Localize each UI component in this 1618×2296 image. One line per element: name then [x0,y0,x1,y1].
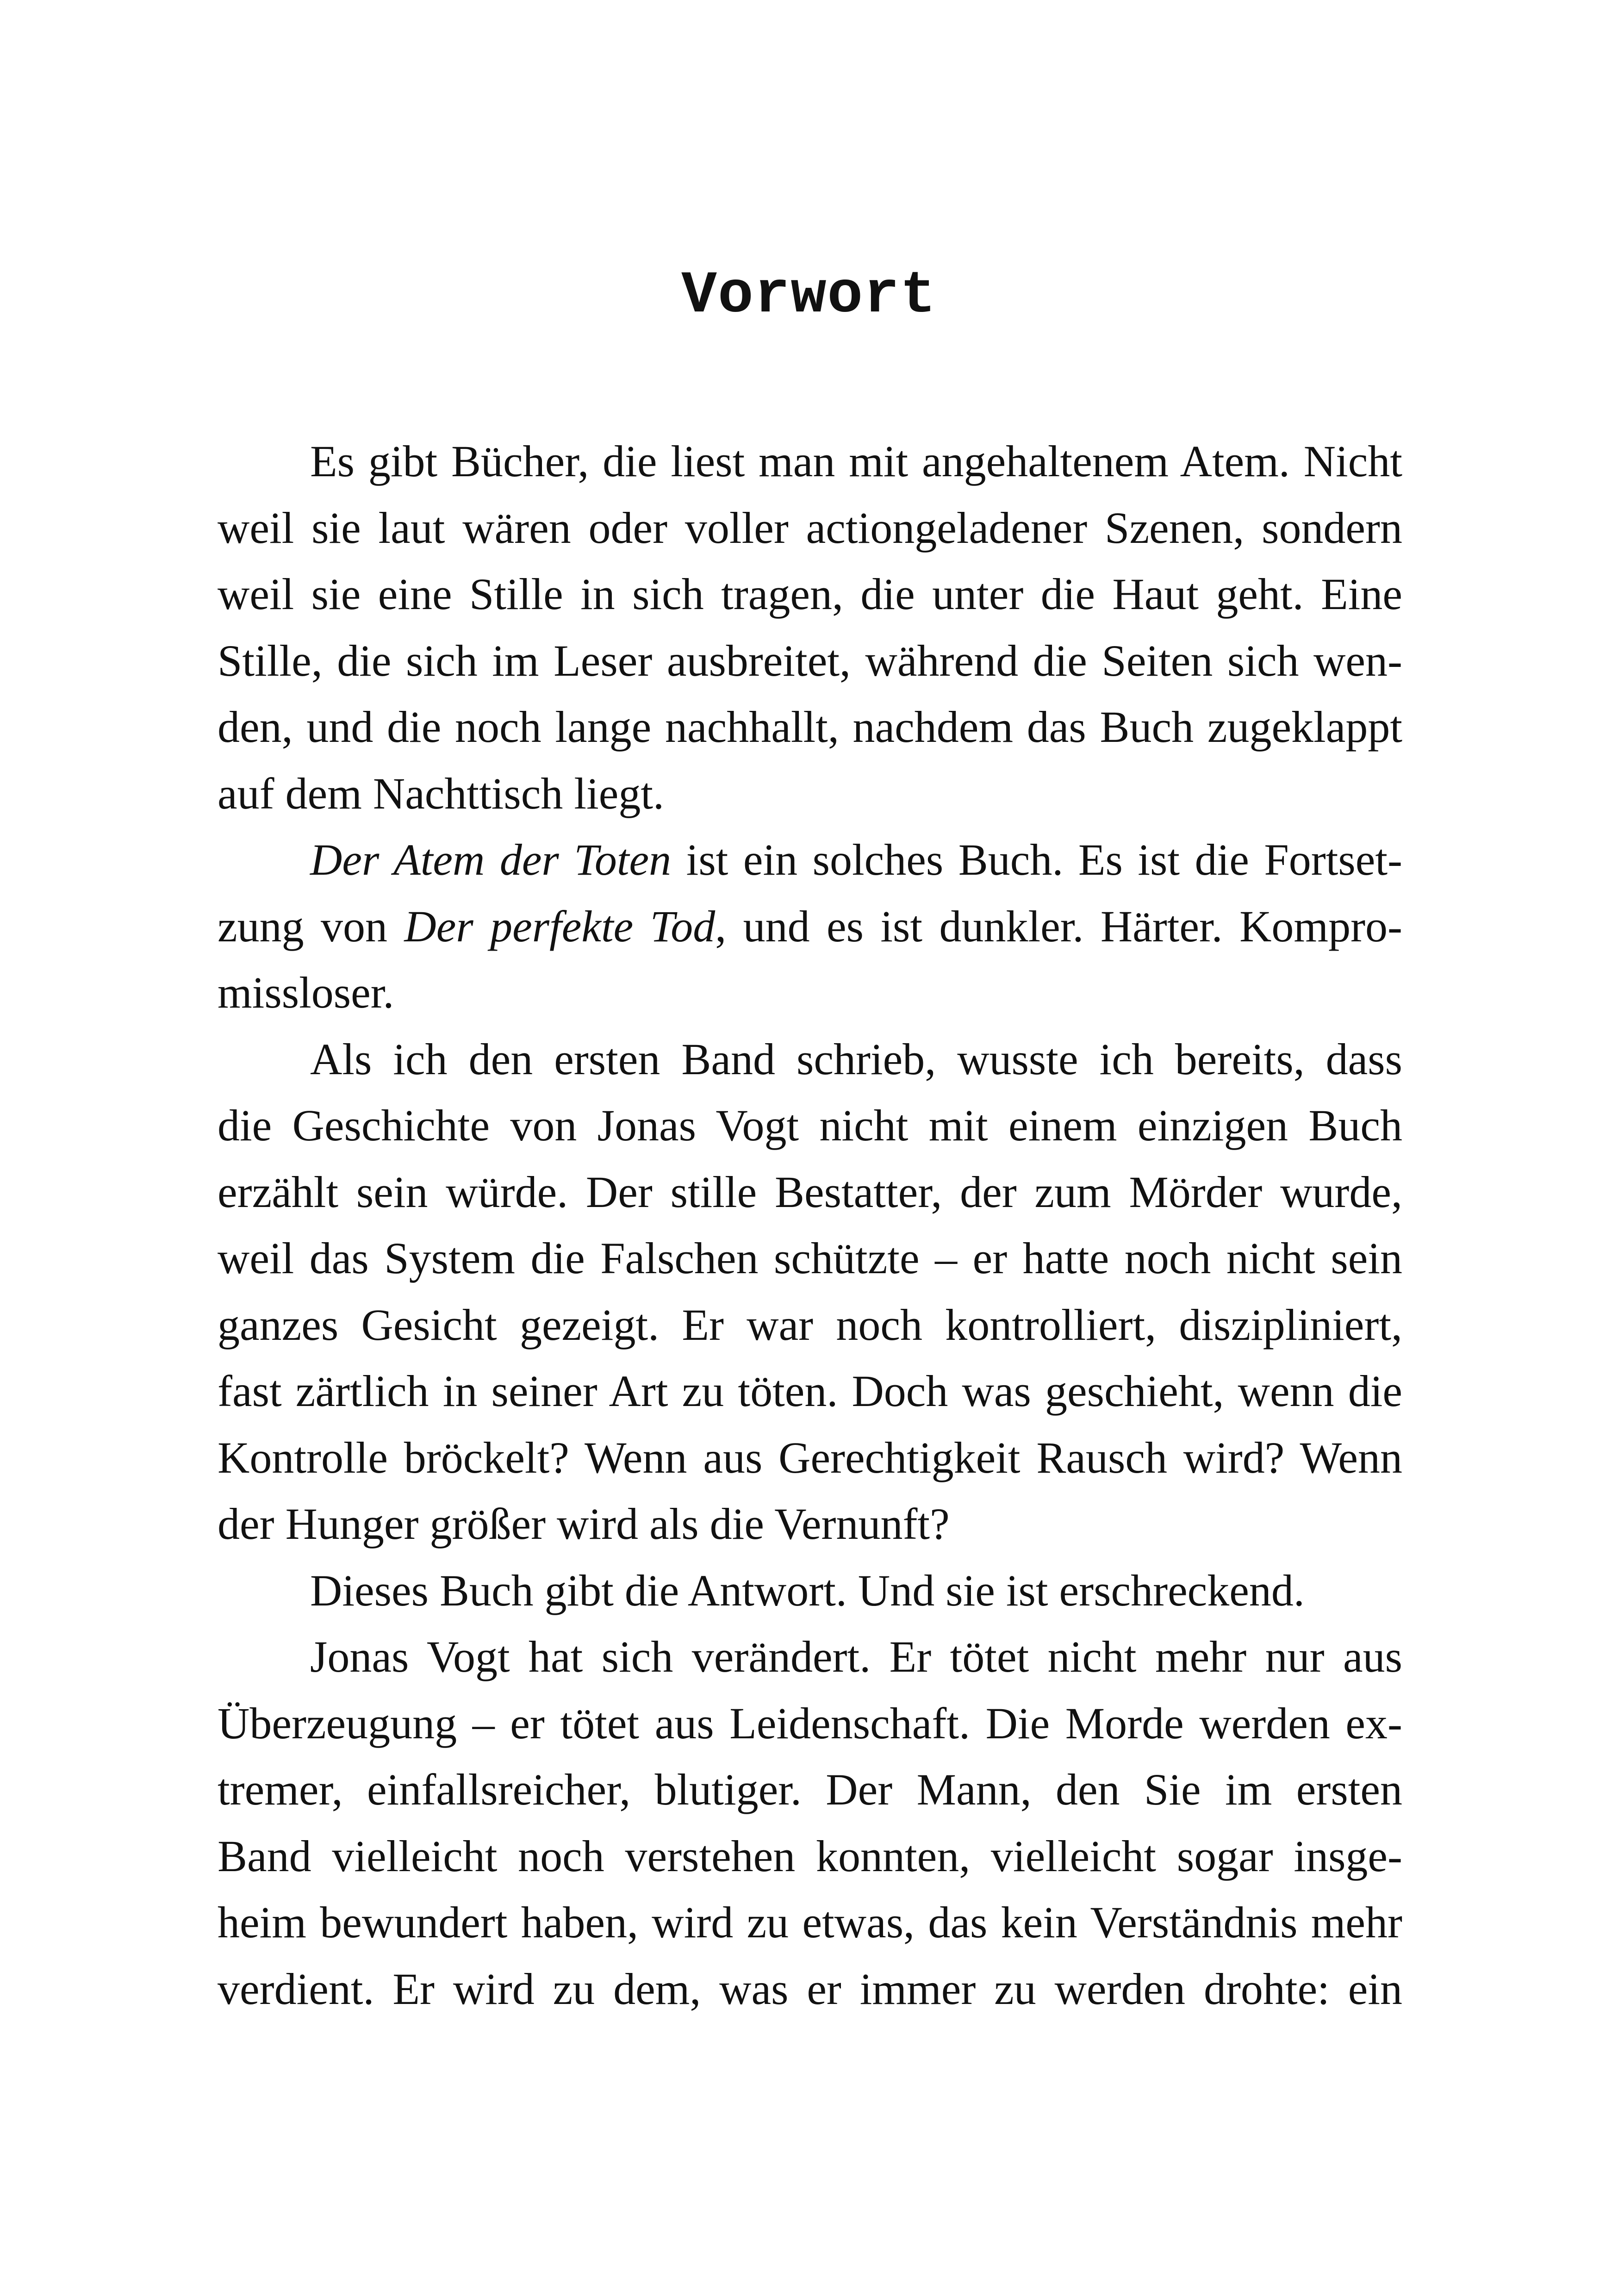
chapter-heading: Vorwort [681,262,937,330]
text-line: tremer, einfallsreicher, blutiger. Der Mann, den Sie im ersten [218,1765,1402,1814]
text-segment: , und es ist dunkler. Härter. Kompro- [715,901,1403,951]
text-line: verdient. Er wird zu dem, was er immer zu werden drohte: ein [218,1964,1402,2014]
text-line: Dieses Buch gibt die Antwort. Und sie ist erschreckend. [310,1565,1305,1615]
text-line [218,827,1402,893]
text-line: Als ich den ersten Band schrieb, wusste ich bereits, dass [310,1034,1402,1084]
body-text [218,428,1402,2022]
text-segment: ist ein solches Buch. Es ist die Fortset- [671,835,1402,884]
text-line: heim bewundert haben, wird zu etwas, das kein Verständnis mehr [218,1898,1402,1947]
text-line: Kontrolle bröckelt? Wenn aus Gerechtigkeit Rausch wird? Wenn [218,1432,1402,1482]
text-line: erzählt sein würde. Der stille Bestatter, der zum Mörder wurde, [218,1167,1402,1217]
text-line: weil das System die Falschen schützte – er hatte noch nicht sein [218,1233,1402,1283]
book-title-italic: Der Atem der Toten [310,835,672,884]
text-line: den, und die noch lange nachhallt, nachdem das Buch zugeklappt [218,702,1402,752]
text-line: weil sie laut wären oder voller actiongeladener Szenen, sondern [218,503,1402,553]
text-line: Es gibt Bücher, die liest man mit angehaltenem Atem. Nicht [310,436,1402,486]
text-line [218,893,1402,960]
text-line: die Geschichte von Jonas Vogt nicht mit einem einzigen Buch [218,1101,1402,1150]
text-line: fast zärtlich in seiner Art zu töten. Doch was geschieht, wenn die [218,1366,1402,1416]
text-line: auf dem Nachttisch liegt. [218,768,665,818]
text-line: der Hunger größer wird als die Vernunft? [218,1499,950,1549]
text-line: Überzeugung – er tötet aus Leidenschaft. Die Morde werden ex- [218,1698,1402,1748]
text-line: Jonas Vogt hat sich verändert. Er tötet nicht mehr nur aus [310,1632,1402,1681]
text-line: Band vielleicht noch verstehen konnten, vielleicht sogar insge- [218,1831,1402,1881]
text-line: weil sie eine Stille in sich tragen, die unter die Haut geht. Eine [218,569,1402,619]
text-line: missloser. [218,968,394,1017]
text-segment: zung von [218,901,404,951]
text-line: Stille, die sich im Leser ausbreitet, während die Seiten sich wen- [218,635,1402,685]
book-title-italic: Der perfekte Tod [404,901,716,951]
text-line: ganzes Gesicht gezeigt. Er war noch kontrolliert, diszipliniert, [218,1300,1402,1350]
